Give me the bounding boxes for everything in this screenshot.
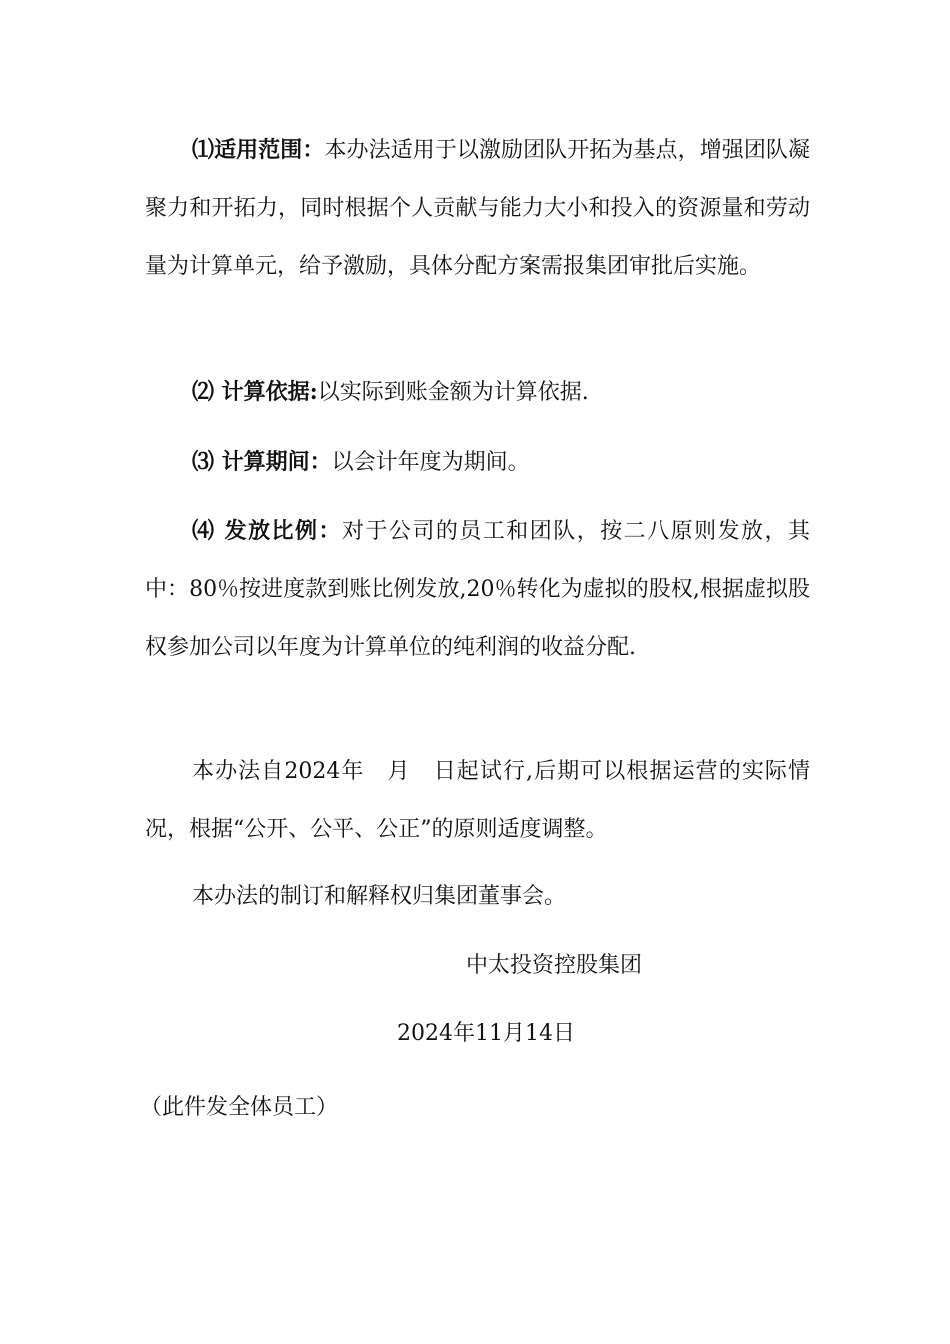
trial-paragraph: 本办法自2024年 月 日起试行,后期可以根据运营的实际情况，根据“公开、公平、公正”的原则适度调整。 xyxy=(145,759,810,842)
clause-basis-text: 以实际到账金额为计算依据. xyxy=(317,380,589,405)
clause-scope-heading: ⑴适用范围： xyxy=(192,137,325,163)
clause-period-heading: ⑶ 计算期间： xyxy=(192,449,332,475)
clause-basis-heading: ⑵ 计算依据: xyxy=(192,379,318,405)
signature-organization: 中太投资控股集团 xyxy=(466,953,643,978)
clause-ratio xyxy=(145,502,810,677)
clause-basis xyxy=(145,363,810,422)
authority-paragraph: 本办法的制订和解释权归集团董事会。 xyxy=(192,884,567,909)
clause-scope xyxy=(145,121,810,296)
distribution-note: （此件发全体员工） xyxy=(140,1095,339,1120)
signature-date: 2024年11月14日 xyxy=(397,1021,575,1046)
clause-ratio-text: 对于公司的员工和团队，按二八原则发放，其中：80％按进度款到账比例发放,20％转化为虚拟的股权,根据虚拟股权参加公司以年度为计算单位的纯利润的收益分配. xyxy=(145,519,810,660)
clause-ratio-heading: ⑷ 发放比例： xyxy=(192,518,342,544)
clause-period xyxy=(145,433,810,492)
clause-period-text: 以会计年度为期间。 xyxy=(331,450,530,475)
clause-scope-text: 本办法适用于以激励团队开拓为基点，增强团队凝聚力和开拓力，同时根据个人贡献与能力大小和投入的资源量和劳动量为计算单元，给予激励，具体分配方案需报集团审批后实施。 xyxy=(145,138,810,279)
